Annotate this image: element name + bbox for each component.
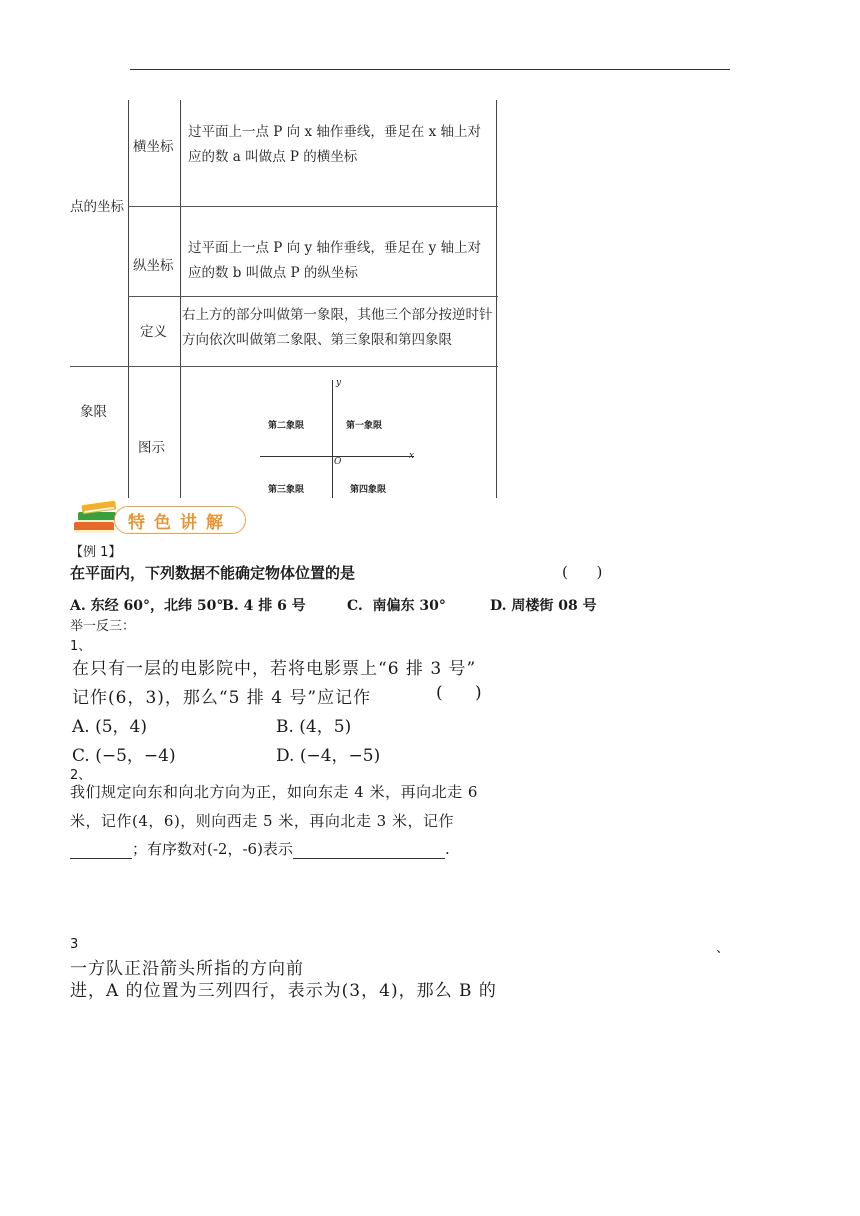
banner-title: 特色讲解 xyxy=(128,513,232,533)
option-a: A. (5，4) xyxy=(72,717,147,737)
option-c: C. (−5，−4) xyxy=(72,746,176,766)
x-axis-label: x xyxy=(409,451,415,461)
x-coordinate-label: 横坐标 xyxy=(133,139,174,155)
option-a: A. 东经 60°，北纬 50° xyxy=(70,598,224,614)
quadrant-3-label: 第三象限 xyxy=(268,485,305,495)
question-1-number: 1、 xyxy=(70,639,92,654)
header-rule xyxy=(130,69,730,70)
option-d: D. 周楼街 08 号 xyxy=(490,598,597,614)
row-header-point: 点的坐标 xyxy=(70,199,124,215)
question-1-line-2: 记作(6，3)，那么“5 排 4 号”应记作 xyxy=(72,688,372,708)
row-header-quadrant: 象限 xyxy=(80,404,107,420)
option-b: B. (4，5) xyxy=(276,717,352,737)
table-divider xyxy=(180,100,181,498)
question-3-mark: 、 xyxy=(716,941,730,956)
question-3-number: 3 xyxy=(70,937,79,952)
answer-paren: ( ) xyxy=(562,563,603,581)
answer-blank[interactable] xyxy=(293,840,445,859)
table-divider xyxy=(128,100,129,498)
y-axis-label: y xyxy=(336,378,342,388)
answer-blank[interactable] xyxy=(70,840,132,859)
y-coordinate-definition: 过平面上一点 P 向 y 轴作垂线，垂足在 y 轴上对 应的数 b 叫做点 P 的纵坐标 xyxy=(188,240,482,281)
practice-label: 举一反三： xyxy=(70,619,136,634)
example-question: 在平面内，下列数据不能确定物体位置的是 xyxy=(70,564,356,582)
definition-label: 定义 xyxy=(140,324,167,340)
coordinate-concept-table xyxy=(70,100,498,498)
question-2-line-2: 米，记作(4，6)，则向西走 5 米，再向北走 3 米，记作 xyxy=(70,812,454,830)
quadrant-2-label: 第二象限 xyxy=(268,421,305,431)
example-label: 【例 1】 xyxy=(70,545,122,560)
table-divider xyxy=(128,296,498,297)
quadrant-4-label: 第四象限 xyxy=(350,485,387,495)
quadrant-1-label: 第一象限 xyxy=(346,421,383,431)
table-divider xyxy=(70,366,498,367)
x-coordinate-definition: 过平面上一点 P 向 x 轴作垂线，垂足在 x 轴上对 应的数 a 叫做点 P 的横坐标 xyxy=(188,124,482,165)
y-axis-line xyxy=(332,380,333,498)
question-1-line-1: 在只有一层的电影院中，若将电影票上“6 排 3 号” xyxy=(72,659,477,679)
question-3-line-1: 一方队正沿箭头所指的方向前 xyxy=(70,959,304,979)
option-b: B. 4 排 6 号 xyxy=(222,598,306,614)
table-divider xyxy=(128,206,498,207)
feature-banner xyxy=(70,500,248,538)
option-c: C. 南偏东 30° xyxy=(347,598,446,614)
origin-label: O xyxy=(334,457,342,467)
quadrant-definition: 右上方的部分叫做第一象限，其他三个部分按逆时针 方向依次叫做第二象限、第三象限和第四象限 xyxy=(182,307,493,348)
y-coordinate-label: 纵坐标 xyxy=(133,258,174,274)
question-2-line-3: ；有序数对(-2，-6)表示 . xyxy=(70,838,450,859)
table-divider xyxy=(496,100,497,498)
question-2-number: 2、 xyxy=(70,768,92,783)
question-2-line-1: 我们规定向东和向北方向为正，如向东走 4 米，再向北走 6 xyxy=(70,783,478,801)
option-d: D. (−4，−5) xyxy=(276,746,381,766)
question-3-line-2: 进，A 的位置为三列四行，表示为(3，4)，那么 B 的 xyxy=(70,981,497,1001)
answer-paren: ( ) xyxy=(436,683,482,703)
figure-label: 图示 xyxy=(138,440,165,456)
